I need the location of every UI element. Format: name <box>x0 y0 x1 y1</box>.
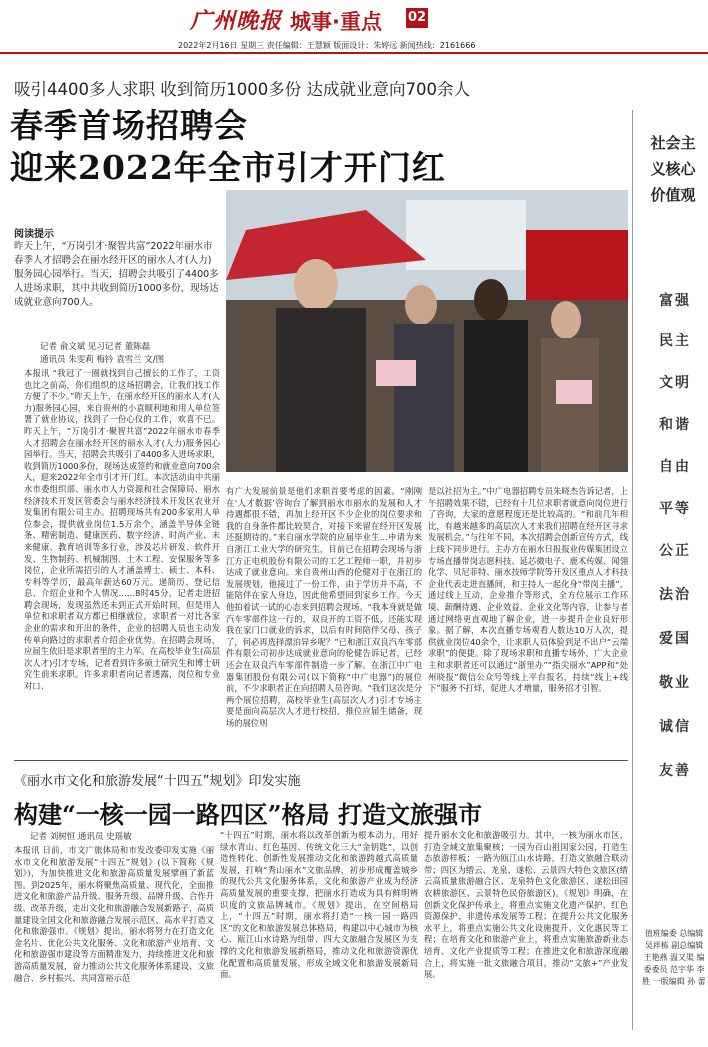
second-body-column-3: 提升丽水文化和旅游吸引力。其中，一核为丽水市区，打造全域文旅集聚核；一园为百山祖国家公园，打造生态旅游样板；一路为瓯江山水诗路，打造文旅融合联动带；四区为缙云、龙泉、遂松、云景四大特色文旅区(缙云高质量旅游融合区、龙泉特色文化旅游区、遂松田园农耕旅游区、云景特色民俗旅游区)。《规划》明确，在创新文化保护传承上，将重点实施文化遗产保护、红色资源保护、非遗传承发展等工程；在提升公共文化服务水平上，将重点实施公共文化设施提升、文化惠民等工程；在培育文化和旅游产业上，将重点实施旅游新业态培育、文化产业提质等工程；在推进文化和旅游深度融合上，将实施一批文旅融合项目，推动“文旅+”产业发展。 <box>424 830 628 980</box>
main-kicker: 吸引4400多人求职 收到简历1000多份 达成就业意向700余人 <box>14 80 470 99</box>
second-headline: 构建“一核一园一路四区”格局 打造文旅强市 <box>14 800 482 829</box>
second-body-column-1: 本报讯 日前，市文广旅体局和市发改委印发实施《丽水市文化和旅游发展“十四五”规划》(以下简称《规划》)，为加快推进文化和旅游高质量发展擘画了新蓝图。到2025年，丽水将聚焦高质量、现代化，全面推进文化和旅游产品升级、服务升级、品牌升级、合作升级、改革升级，走出文化和旅游融合发展新路子，高质量建设全国文化和旅游融合发展示范区，高水平打造文化和旅游强市。《规划》提出，丽水将努力在打造文化金名片、优化公共文化服务、文化和旅游产业培育、文化和旅游强市建设等方面精准发力，持续推进文化和旅游高质量发展，奋力推动公共文化服务体系建设、文旅融合、乡村振兴、共同富裕示范 <box>14 845 214 983</box>
section-title: 城事·重点 <box>290 10 382 34</box>
main-headline-line2: 迎来2022年全市引才开门红 <box>10 148 446 187</box>
core-value-word: 文明 <box>659 375 691 391</box>
lead-paragraph: 昨天上午，“万岗引才·聚智共富”2022年丽水市春季人才招聘会在丽水经开区的丽水人才(人力)服务园心园举行。当天，招聘会共吸引了4400多人进场求职，其中共收到简历1000多份，现场达成就业意向700人。 <box>14 241 219 308</box>
main-byline-1: 记者 俞文斌 见习记者 董陈磊 <box>40 342 151 352</box>
core-value-word: 友善 <box>659 763 691 779</box>
main-body-column-3: 是以社招为主。”中广电器招聘专员朱晓杰告诉记者，上午招聘效果不错，已经有十几位求职者就意向岗位进行了咨询，大家的意愿程度还是比较高的。“和前几年相比，有越来越多的高层次人才来我们招聘在经开区寻求发展机会。”与往年不同，本次招聘会创新宣传方式，线上线下同步进行。主办方在丽水日报报业传媒集团设立专场直播带岗志愿科技、延芯微电子、鹿术传媒、闻翎化学、贝尼菲特、丽水技师学院等开发区重点人才科技企业代表走进直播间，和主持人一起化身“带岗主播”，通过线上互动，企业推介等形式，全方位展示工作环境、薪酬待遇、企业效益、企业文化等内容，让参与者通过网络更直观地了解企业，进一步提升企业良好形象。据了解，本次直播专场观看人数达10万人次，提供就业岗位40余个，让求职人员体验到足不出户“云端求职”的便捷。除了现场求职和直播专场外，广大企业主和求职者还可以通过“浙里办”“指尖丽水”APP和“处州晓报”微信公众号等线上平台报名，持续“线上+线下”服务不打烊，促进人才增量，服务招才引智。 <box>428 486 628 694</box>
core-values-title: 社会主义核心价值观 <box>650 134 696 204</box>
masthead-rule <box>0 52 708 54</box>
core-value-word: 爱国 <box>659 631 691 647</box>
core-value-word: 平等 <box>659 501 691 517</box>
core-value-word: 敬业 <box>659 675 691 691</box>
issue-meta-line: 2022年2月16日 星期三 责任编辑：王慧颖 版面设计：朱婷远 新闻热线：2161666 <box>178 41 476 50</box>
core-value-word: 和谐 <box>659 417 691 433</box>
editorial-credits: 值班编委 总编辑 吴祥栋 副总编辑 王艳燕 温又渠 编委委员 范宇华 李 胜 一版编辑 孙 蕾 <box>642 929 706 986</box>
job-fair-photo-illustration <box>226 190 628 472</box>
core-value-word: 法治 <box>659 587 691 603</box>
core-value-word: 富强 <box>659 293 691 309</box>
main-body-column-2: 有广大发展前景是他们求职首要考虑的因素。“刚刚在‘人才数据’咨询台了解到丽水市丽水的发展和人才待遇都很不错，再加上经开区不少企业的岗位要求和我的自身条件都比较契合，对接下来留在经开区发展还挺期待的。”来自丽水学院的应届毕业生…申请为来自浙江工业大学的研究生，目前已在招聘会现场与浙江方正电机股份有限公司的工艺工程师一职，并初步达成了就业意向。来自贵州山西的伦健对于在浙江的发展规划，他接过了一份工作，由于学历并不高，不能陪伴在家人身边，因此他希望回到家乡工作。今天他拍着试一试的心态来到招聘会现场。“我本身就是做汽车零部件这一行的，双良开的工资不低，还能实现我在家门口就业的诉求，以后有时间陪伴父母、孩子了，何必再选择漂泊异乡呢？”已和浙江双良汽车零部件有限公司初步达成就业意向的伦健告诉记者，已经还会在双良汽车零部件制造一步了解。在浙江中广电器集团股份有限公司(以下简称“中广电器”)的展位前，不少求职者正在向招聘人员咨询。“我们这次是分两个展位招聘，高校毕业生(高层次人才)引才专场主要是面向高层次人才进行校招，推位应届生储备，现场的展位则 <box>226 486 422 728</box>
page-number-badge: 02 <box>406 8 428 28</box>
lead-label: 阅读提示 <box>14 229 54 240</box>
main-byline-2: 通讯员 朱雯莉 梅钤 袁雪兰 文/图 <box>40 355 165 365</box>
main-body-column-1: 本报讯 “我冠了一圈就找到自己擅长的工作了，工资也比之前高，你们组织的这场招聘会，让我们找工作方便了不少。”昨天上午，在丽水经开区的丽水人才(人力)服务园心园，来自贵州的小袁顺利地和用人单位签署了就业协议，找到了一份心仪的工作，欢喜不已。昨天上午，“万岗引才·聚智共富”2022年丽水市春季人才招聘会在丽水经开区的丽水人才(人力)服务园心园举行。当天，招聘会共吸引了4400多人进场求职，收到简历1000多份，现场达成签约和就业意向700余人，迎来2022年全市引才开门红。本次活动由中共丽水市委组织部、丽水市人力资源和社会保障局、丽水经济技术开发区管委会与丽水经济技术开发区农业开发集团有限公司主办。招聘现场共有200多家用人单位参会，提供就业岗位1.5万余个，涵盖半导体全链条、精密制造、健康医药、数字经济、时尚产业、未来健康、教育培训等多行业，涉及芯片研发、软件开发、生物制药、机械制图、土木工程、安保服务等多岗位，企业所需招引的人才涵盖博士、硕士、本科、专科等学历，最高年薪达60万元。递简历、登记信息、介绍企业和个人情况……8时45分，记者走进招聘会现场，发现虽然还未到正式开始时间，但是用人单位和求职者双方都已相继就位，求职者一对比各家企业的需求和开出的条件，企业的招聘人员也主动发传单向路过的求职者介绍企业优势。在招聘会现场，应届生依旧是求职者里的主力军。在高校毕业生(高层次人才)引才专场，记者看到许多硕士研究生和博士研究生前来求职。许多求职者向记者透露，岗位和专业对口、 <box>24 368 220 692</box>
job-fair-photo <box>226 190 628 472</box>
masthead <box>0 0 708 36</box>
section-rule <box>14 760 628 761</box>
column-divider <box>632 110 633 1030</box>
second-subtitle: 《丽水市文化和旅游发展“十四五”规划》印发实施 <box>14 774 301 789</box>
newspaper-logo: 广州晚报 <box>190 8 283 34</box>
second-body-column-2: “十四五”时期，丽水将以改革创新为根本动力，用好绿水青山、红色基因、传统文化三大“金钥匙”，以创造性转化、创新性发展推动文化和旅游跨越式高质量发展，打响“秀山丽水”文旅品牌，初步形成覆盖城乡的现代公共文化服务体系，文化和旅游产业成为经济高质量发展的重要支撑，把丽水打造成为具有鲜明辨识度的文旅品牌城市。《规划》提出，在空间格局上，“十四五”时期，丽水将打造“一核一园一路四区”的文化和旅游发展总体格局，构建以中心城市为核心、瓯江山水诗路为纽带、四大文旅融合发展区为支撑的文化和旅游发展新格局，推动文化和旅游资源优化配置和高质量发展，形成全域文化和旅游发展新局面。 <box>220 830 418 980</box>
core-value-word: 自由 <box>659 459 691 475</box>
main-headline-line1: 春季首场招聘会 <box>10 106 248 145</box>
core-value-word: 民主 <box>659 333 691 349</box>
core-value-word: 诚信 <box>659 719 691 735</box>
core-value-word: 公正 <box>659 543 691 559</box>
second-byline: 记者 刘树恒 通讯员 史瑶敏 <box>30 832 132 842</box>
